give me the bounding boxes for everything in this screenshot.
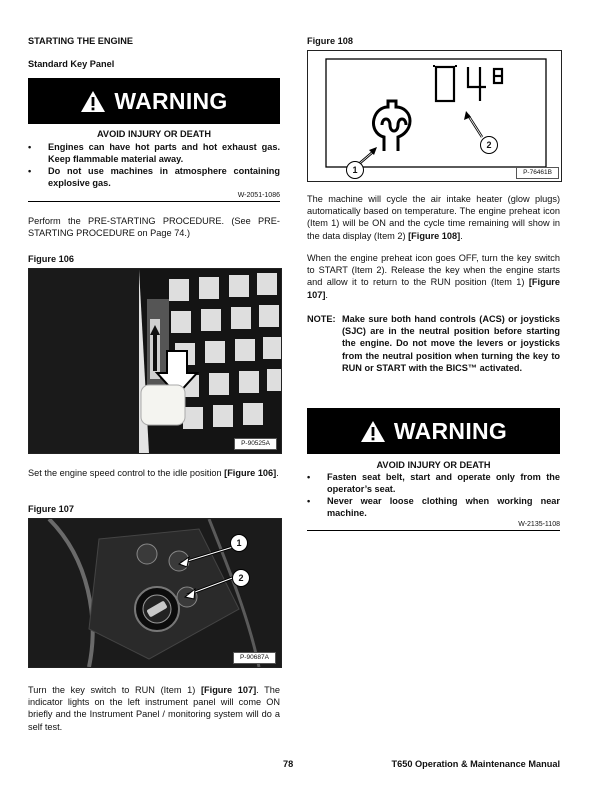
warning-bullet: • Never wear loose clothing when working near machine. [307,496,560,519]
figure-106-image [28,268,282,454]
warning-heading: WARNING [114,87,228,114]
paragraph: When the engine preheat icon goes OFF, turn the key switch to START (Item 2). Release the key when the engine starts and allow it to return to the RUN position (Item 1) [Figure 107]. [307,253,560,300]
warning-bullet: • Do not use machines in atmosphere containing explosive gas. [28,166,280,189]
manual-title: T650 Operation & Maintenance Manual [391,759,560,769]
figure-107-label: Figure 107 [28,504,74,514]
warning-subheading: AVOID INJURY OR DEATH [376,460,491,470]
section-title: STARTING THE ENGINE [28,36,133,46]
figure-ref: [Figure 108] [408,230,461,241]
warning-code: W-2051-1086 [237,192,280,199]
figure-108-code: P-76461B [516,167,559,179]
warning-triangle-icon [360,420,386,443]
warning-banner [28,78,280,124]
page-number: 78 [283,759,294,769]
callout-2: 2 [232,569,250,587]
note-text: Make sure both hand controls (ACS) or joysticks (SJC) are in the neutral position before starting the engine. Do not move the levers or joysticks from the neutral position when turning the key to RUN or START with the BICS™ activated. [342,314,560,373]
warning-banner [307,408,560,454]
figure-ref: [Figure 107] [200,685,257,695]
callout-1: 1 [230,534,248,552]
warning-triangle-icon [80,90,106,113]
figure-ref: [Figure 106] [224,468,277,478]
figure-ref: [Figure 107] [307,277,560,300]
warning-bullet: • Fasten seat belt, start and operate only from the operator’s seat. [307,472,560,495]
figure-108-label: Figure 108 [307,36,353,46]
warning-heading: WARNING [393,417,508,444]
warning-code: W-2135-1108 [518,521,560,528]
paragraph: Perform the PRE-STARTING PROCEDURE. (See PRE-STARTING PROCEDURE on Page 74.) [28,216,280,239]
callout-2: 2 [480,136,498,154]
callout-1: 1 [346,161,364,179]
warning-subheading: AVOID INJURY OR DEATH [96,129,211,139]
engine-speed-control-photo [29,269,281,453]
note-label: NOTE: [307,314,336,324]
warning-bullet: • Engines can have hot parts and hot exhaust gas. Keep flammable material away. [28,142,280,165]
figure-107-image [28,518,282,668]
figure-108-image [307,50,562,182]
figure-106-code: P-90525A [234,438,277,450]
paragraph: Turn the key switch to RUN (Item 1) [Figure 107]. The indicator lights on the left instrument panel will come ON briefly and the Instrument Panel / monitoring system will do a self test. [28,685,281,732]
figure-106-label: Figure 106 [28,254,74,264]
warning-rule [307,530,560,531]
paragraph: Set the engine speed control to the idle position [Figure 106]. [28,468,279,478]
paragraph: The machine will cycle the air intake heater (glow plugs) automatically based on temperature. The engine preheat icon (Item 1) will be ON and the cycle time remaining will show in the data display (Item 2) [Figure 108]. [307,194,560,241]
warning-rule [28,201,280,202]
figure-107-code: P-90687A [233,652,276,664]
instrument-display-illustration [308,51,561,181]
subsection-title: Standard Key Panel [28,59,115,69]
